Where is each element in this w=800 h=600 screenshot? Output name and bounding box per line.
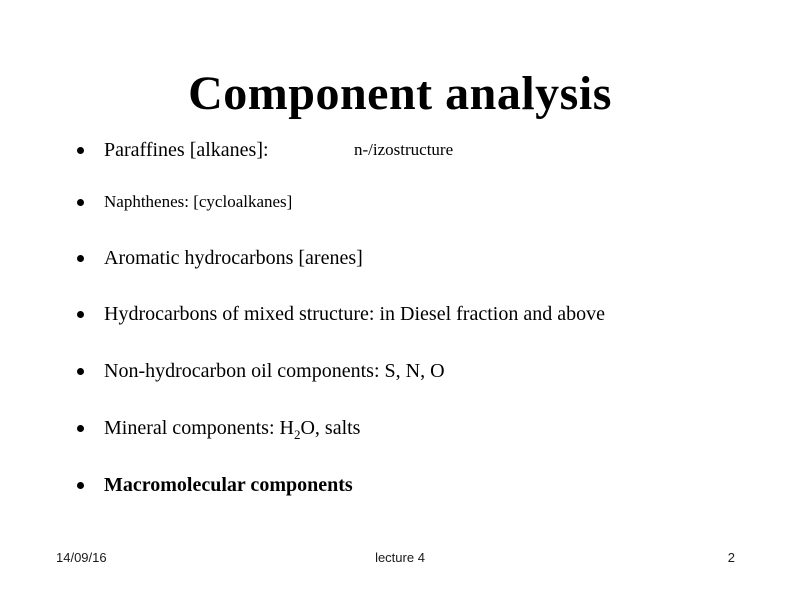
subscript-two: 2 xyxy=(293,427,301,442)
bullet-dot-icon xyxy=(77,199,84,206)
bullet-item-aromatic xyxy=(0,243,760,273)
footer-date: 14/09/16 xyxy=(56,550,107,565)
bullet-item-paraffines xyxy=(0,135,760,165)
slide-title: Component analysis xyxy=(188,67,612,120)
footer-page-number: 2 xyxy=(727,550,735,565)
bullet-aside-text: n-/izostructure xyxy=(354,140,454,159)
bullet-dot-icon xyxy=(77,311,84,318)
bullet-dot-icon xyxy=(77,147,84,154)
bullet-text: Non-hydrocarbon oil components: S, N, O xyxy=(104,360,445,382)
bullet-text: Aromatic hydrocarbons [arenes] xyxy=(104,247,363,269)
bullet-item-naphthenes xyxy=(0,187,760,217)
bullet-text: Paraffines [alkanes]: xyxy=(104,139,269,161)
bullet-dot-icon xyxy=(77,255,84,262)
bullet-item-non-hydrocarbon xyxy=(0,356,760,386)
bullet-text-before: Mineral components: H xyxy=(104,417,294,439)
bullet-dot-icon xyxy=(77,482,84,489)
bullet-text: Naphthenes: [cycloalkanes] xyxy=(104,192,293,211)
bullet-text-after: O, salts xyxy=(300,417,361,439)
bullet-dot-icon xyxy=(77,425,84,432)
bullet-text xyxy=(104,413,360,443)
bullet-text: Macromolecular components xyxy=(104,474,353,496)
bullet-dot-icon xyxy=(77,368,84,375)
bullet-item-mixed-structure xyxy=(0,299,760,329)
bullet-item-mineral xyxy=(0,413,760,443)
bullet-item-macromolecular xyxy=(0,470,760,500)
bullet-text: Hydrocarbons of mixed structure: in Diesel fraction and above xyxy=(104,303,605,325)
footer-center-text: lecture 4 xyxy=(375,550,425,565)
